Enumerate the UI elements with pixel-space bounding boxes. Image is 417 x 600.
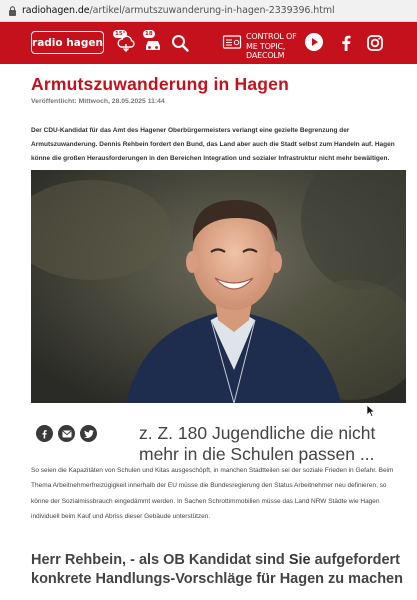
article-lead: Der CDU-Kandidat für das Amt des Hagener Oberbürgermeisters verlangt eine gezielte Begrenzung der Armutszuwanderung. Dennis Rehbein fordert den Bund, das Land aber auch die Stadt selbst zum Handeln auf. Hagen könne die großen Herausforderungen in den Bereichen Integration und sozialer Infrastruktur nicht mehr bewältigen.: [31, 127, 395, 162]
search-icon[interactable]: [169, 32, 191, 54]
twitter-icon[interactable]: [80, 425, 97, 442]
address-bar[interactable]: [0, 0, 417, 22]
article-body: So seien die Kapazitäten von Schulen und Kitas ausgeschöpft, in manchen Stadtteilen sei der soziale Frieden in Gefahr. Beim Thema Arbeitnehmerfreizügigkeit innerhalb der EU müsse die Bundesregierung den Status Arbeitnehmer neu definieren, so könne der Sozialmissbrauch eingedämmt werden. In Sachen Schrottimmobilien müsse das Land NRW Städte wie Hagen individuell beim Kauf und Abriss dieser Gebäude unterstützen.: [31, 467, 394, 520]
weather-badge: 15°: [115, 31, 126, 37]
url-text: radiohagen.de/artikel/armutszuwanderung-in-hagen-2339396.html: [22, 5, 335, 16]
facebook-icon[interactable]: [36, 425, 53, 442]
mouse-cursor-icon: [366, 404, 375, 417]
article-subheading: Herr Rehbein, - als OB Kandidat sind Sie aufgefordert konkrete Handlungs-Vorschläge für Hagen zu machen: [31, 552, 403, 587]
play-icon[interactable]: [305, 33, 323, 51]
now-playing-text[interactable]: CONTROL OF ME TOPIC, DAECOLM: [246, 32, 297, 60]
article-headline: Armutszuwanderung in Hagen: [31, 74, 289, 94]
mail-icon[interactable]: [58, 425, 75, 442]
facebook-icon[interactable]: [335, 32, 357, 54]
instagram-icon[interactable]: [364, 32, 386, 54]
article-photo: [31, 170, 406, 403]
pull-quote: z. Z. 180 Jugendliche die nicht mehr in die Schulen passen ...: [139, 423, 376, 464]
published-date: Veröffentlicht: Mittwoch, 28.05.2025 11:44: [31, 98, 165, 105]
lock-icon: [8, 6, 17, 16]
traffic-badge: 18: [145, 31, 153, 37]
radio-icon: [222, 32, 242, 52]
site-header: [0, 22, 417, 64]
radio-logo[interactable]: radio hagen: [31, 31, 104, 54]
